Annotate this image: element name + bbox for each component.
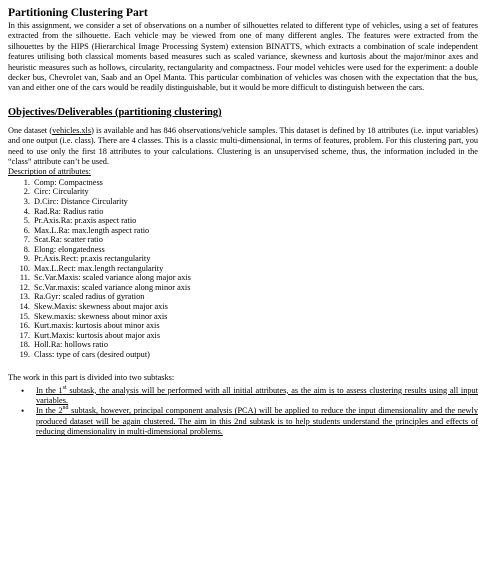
attribute-item — [19, 349, 478, 360]
attribute-number: 18. — [19, 340, 30, 350]
attribute-number: 8. — [23, 244, 30, 254]
bullet-icon: • — [21, 406, 25, 417]
attribute-text: Scat.Ra: scatter ratio — [34, 235, 103, 245]
ordinal-suffix: nd — [62, 405, 69, 412]
attribute-text: Max.L.Ra: max.length aspect ratio — [34, 225, 150, 235]
attribute-text: Class: type of cars (desired output) — [34, 349, 150, 359]
attribute-text: Kurt.Maxis: kurtosis about major axis — [34, 330, 161, 340]
attribute-text: Circ: Circularity — [34, 187, 89, 197]
page-title: Partitioning Clustering Part — [8, 6, 148, 19]
attributes-title: Description of attributes: — [8, 167, 91, 177]
attribute-text: Pr.Axis.Rect: pr.axis rectangularity — [34, 254, 151, 264]
attribute-text: Ra.Gyr: scaled radius of gyration — [34, 292, 145, 302]
attribute-text: Comp: Compactness — [34, 177, 103, 187]
attribute-number: 6. — [23, 225, 30, 235]
attribute-number: 12. — [19, 282, 30, 292]
attribute-text: Max.L.Rect: max.length rectangularity — [34, 263, 164, 273]
subtask-item — [21, 405, 478, 437]
attribute-item — [19, 282, 478, 293]
attribute-item — [23, 235, 478, 245]
dataset-paragraph — [8, 126, 478, 168]
attribute-number: 19. — [19, 349, 30, 359]
attribute-item — [19, 301, 478, 312]
attribute-number: 3. — [23, 196, 30, 206]
attribute-text: D.Circ: Distance Circularity — [34, 196, 128, 206]
subtask-item — [21, 384, 478, 407]
attribute-item — [19, 321, 478, 331]
attribute-number: 4. — [23, 206, 30, 216]
attribute-number: 15. — [19, 311, 30, 321]
bullet-icon: • — [21, 385, 25, 396]
attribute-text: Holl.Ra: hollows ratio — [34, 340, 108, 350]
attribute-text: Sc.Var.Maxis: scaled variance along major axis — [34, 273, 191, 283]
attribute-number: 7. — [23, 235, 30, 245]
ordinal-suffix: st — [62, 384, 67, 391]
attributes-list — [8, 178, 478, 359]
attribute-item — [19, 330, 478, 341]
attribute-text: Kurt.maxis: kurtosis about minor axis — [34, 321, 160, 331]
intro-paragraph: In this assignment, we consider a set of observations on a number of silhouettes related to different type of vehicles, using a set of features extracted from the silhouette. Each vehicle may be viewed from one of many different angles. The features were extracted from the silhouettes by the HIPS (Hierarchical Image Processing System) extension BINATTS, which extracts a combination of scale independent features utilising both classical moments based measures such as scaled variance, skewness and kurtosis about the major/minor axes and heuristic measures such as hollows, circularity, rectangularity and compactness. Four model vehicles were used for the experiment: a double decker bus, Chevrolet van, Saab and an Opel Manta. This particular combination of vehicles was chosen with the expectation that the bus, van and either one of the cars would be readily distinguishable, but it would be more difficult to distinguish between the cars. — [8, 21, 478, 93]
attribute-text: Elong: elongatedness — [34, 244, 105, 254]
dataset-suffix: ) is available and has 846 observations/vehicle samples. This dataset is defined by 18 attributes (i.e. input variables) and one output (i.e. class). There are 4 classes. This is a classic multi-dimensional, in terms of features, problem. For this clustering part, you need to use only the first 18 attributes to your calculations. Clustering is an unsupervised scheme, thus, the information included in the “class” attribute can’t be used. — [8, 125, 478, 167]
subtask-text-rest: subtask, the analysis will be performed with all initial attributes, as the aim is to assess clustering results using all input variables. — [36, 385, 478, 406]
attribute-item — [23, 216, 478, 226]
attribute-number: 17. — [19, 330, 30, 340]
subtasks-intro: The work in this part is divided into two subtasks: — [8, 373, 175, 383]
attribute-item — [23, 244, 478, 255]
attribute-number: 5. — [23, 216, 30, 226]
attribute-item — [23, 225, 478, 236]
attribute-number: 1. — [23, 177, 30, 187]
attribute-item — [23, 187, 478, 197]
attribute-text: Sc.Var.maxis: scaled variance along minor axis — [34, 282, 191, 292]
subtask-text-start: In the 1 — [36, 385, 63, 395]
attribute-number: 13. — [19, 292, 30, 302]
attribute-number: 11. — [19, 273, 30, 283]
attribute-number: 2. — [23, 187, 30, 197]
attribute-item — [23, 177, 478, 188]
attribute-number: 9. — [23, 254, 30, 264]
section-heading: Objectives/Deliverables (partitioning clustering) — [8, 106, 222, 118]
subtasks-list — [8, 386, 478, 438]
subtask-text-start: In the 2 — [36, 406, 63, 416]
attribute-item — [19, 263, 478, 274]
attribute-item — [23, 206, 478, 217]
attribute-number: 14. — [19, 301, 30, 311]
subtask-text-rest: subtask, however, principal component analysis (PCA) will be applied to reduce the input dimensionality and the newly produced dataset will be again clustered. The aim in this 2nd subtask is to help students understand the principles and effects of reducing dimensionality in multi-dimensional problems. — [36, 406, 478, 437]
subtask-text — [36, 406, 478, 436]
attribute-item — [19, 311, 478, 322]
attribute-item — [23, 196, 478, 207]
attribute-item — [19, 273, 478, 283]
dataset-prefix: One dataset ( — [8, 125, 53, 135]
attribute-number: 16. — [19, 321, 30, 331]
subtask-text — [36, 386, 478, 405]
attribute-item — [19, 340, 478, 350]
attribute-text: Pr.Axis.Ra: pr.axis aspect ratio — [34, 216, 137, 226]
attribute-text: Rad.Ra: Radius ratio — [34, 206, 104, 216]
attribute-number: 10. — [19, 263, 30, 273]
attribute-item — [19, 292, 478, 302]
attribute-item — [23, 254, 478, 264]
attribute-text: Skew.maxis: skewness about minor axis — [34, 311, 168, 321]
attribute-text: Skew.Maxis: skewness about major axis — [34, 301, 168, 311]
dataset-link[interactable]: vehicles.xls — [52, 125, 92, 135]
